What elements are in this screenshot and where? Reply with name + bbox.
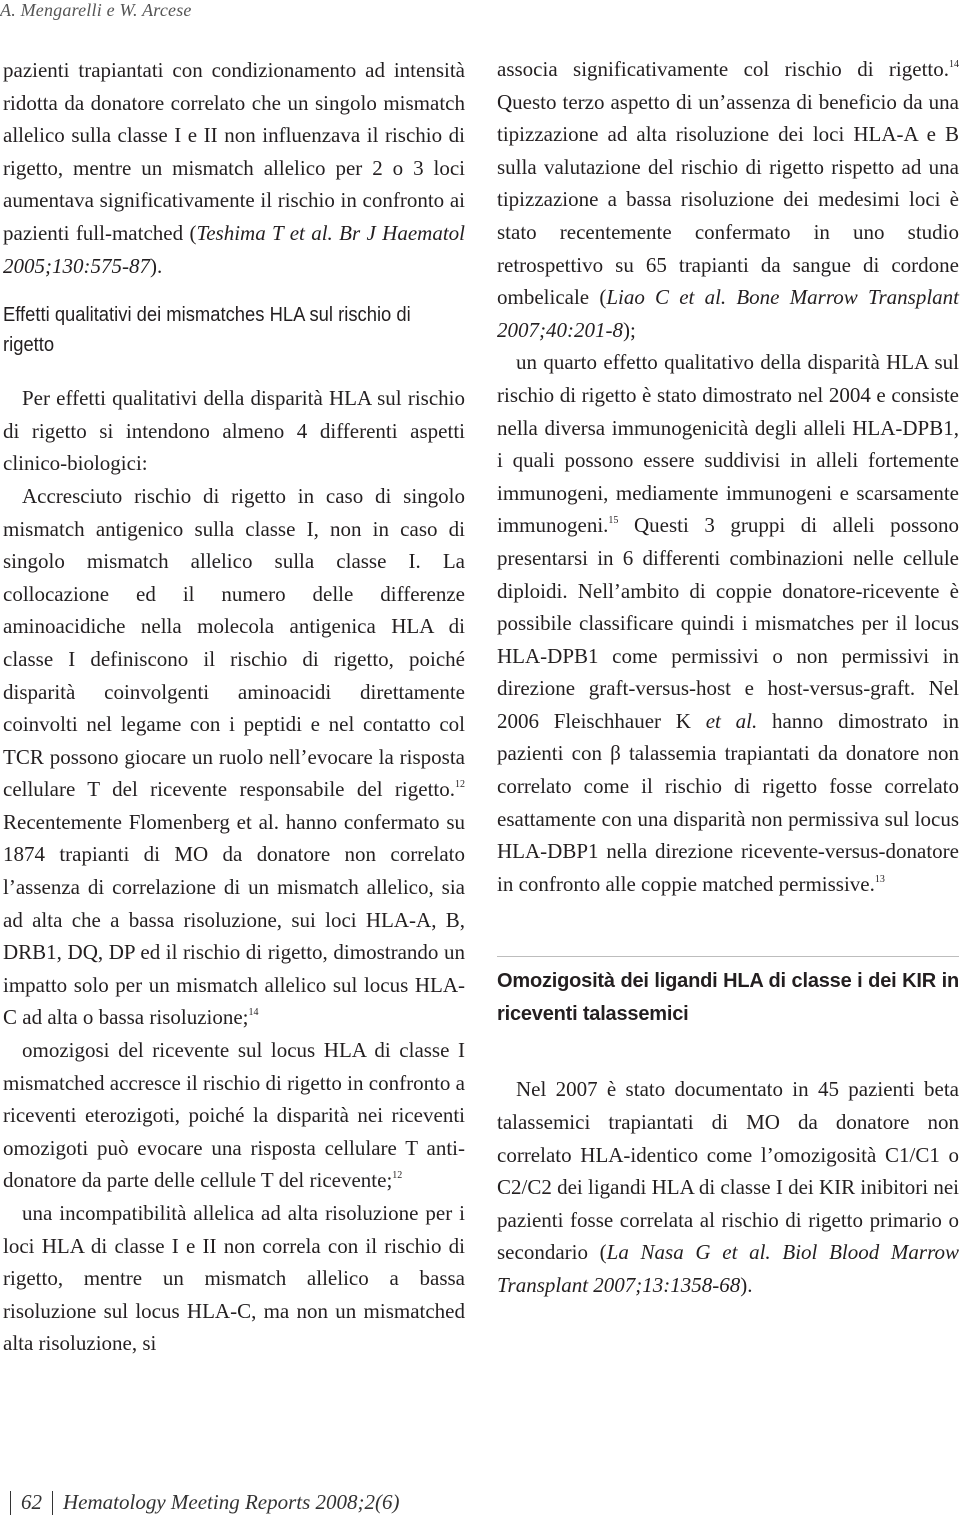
- left-column: [3, 54, 465, 1360]
- section-divider: [497, 956, 959, 1031]
- reference-superscript: 14: [248, 1007, 259, 1019]
- divider: [10, 1491, 11, 1515]
- paragraph: Per effetti qualitativi della disparità HLA sul rischio di rigetto si intendono almeno 4 differenti aspetti clinico-biologici:: [3, 386, 465, 476]
- paragraph: una incompatibilità allelica ad alta risoluzione per i loci HLA di classe I e II non correla con il rischio di rigetto, mentre un mismatch allelico a bassa risoluzione sul locus HLA-C, ma non un mismatched alta risoluzione, si: [3, 1201, 465, 1356]
- running-header: A. Mengarelli e W. Arcese: [0, 0, 192, 20]
- journal-reference: Hematology Meeting Reports 2008;2(6): [63, 1490, 400, 1514]
- reference-superscript: 15: [608, 515, 619, 527]
- citation: La Nasa G et al. Biol Blood Marrow Transplant 2007;13:1358-68: [497, 1240, 959, 1297]
- right-column: [497, 53, 959, 1302]
- divider: [52, 1491, 53, 1515]
- reference-superscript: 12: [455, 779, 465, 791]
- section-heading: Omozigosità dei ligandi HLA di classe i dei KIR in riceventi talassemici: [497, 970, 959, 1026]
- section-heading: Effetti qualitativi dei mismatches HLA sul rischio di rigetto: [3, 304, 411, 357]
- paragraph: Accresciuto rischio di rigetto in caso di singolo mismatch antigenico sulla classe I, non in caso di singolo mismatch allelico sulla classe I. La collocazione ed il numero delle differenze aminoacidiche nella molecola antigenica HLA di classe I definiscono il rischio di rigetto, poiché disparità coinvolgenti aminoacidi direttamente coinvolti nel legame con i peptidi e nel contatto col TCR possono giocare un ruolo nell’evocare la risposta cellulare T del ricevente responsabile del rigetto.$^{12}$ Recentemente Flomenberg et al. hanno confermato su 1874 trapianti di MO da donatore non correlato l’assenza di correlazione di un mismatch allelico, sia ad alta che a bassa risoluzione, sui loci HLA-A, B, DRB1, DQ, DP ed il rischio di rigetto, dimostrando un impatto solo per un mismatch allelico sul locus HLA-C ad alta o bassa risoluzione;$^{14}$: [3, 483, 465, 1030]
- paragraph: omozigosi del ricevente sul locus HLA di classe I mismatched accresce il rischio di rigetto in confronto a riceventi eterozigoti, poiché la disparità nei riceventi omozigoti può evocare una risposta cellulare T anti-donatore da parte delle cellule T del ricevente;$^{12}$: [3, 1038, 465, 1193]
- citation: Liao C et al. Bone Marrow Transplant 2007;40:201-8: [497, 285, 959, 342]
- reference-superscript: 14: [949, 59, 959, 70]
- page-footer: [0, 1490, 400, 1515]
- paragraph: Nel 2007 è stato documentato in 45 pazienti beta talassemici trapiantati di MO da donatore non correlato HLA-identico come l’omozigosità C1/C1 o C2/C2 dei ligandi HLA di classe I dei KIR inibitori nei pazienti fosse correlata al rischio di rigetto primario o secondario (La Nasa G et al. Biol Blood Marrow Transplant 2007;13:1358-68).: [497, 1077, 959, 1297]
- reference-superscript: 13: [874, 873, 885, 885]
- page-number: 62: [21, 1490, 42, 1514]
- citation: Teshima T et al. Br J Haematol 2005;130:575-87: [3, 220, 465, 278]
- reference-superscript: 12: [392, 1170, 403, 1182]
- paragraph: associa significativamente col rischio di rigetto.$^{14}$ Questo terzo aspetto di un’assenza di beneficio da una tipizzazione ad alta risoluzione dei loci HLA-A e B sulla valutazione del rischio di rigetto rispetto ad una tipizzazione a bassa risoluzione dei medesimi loci è stato recentemente confermato in uno studio retrospettivo su 65 trapianti da sangue di cordone ombelicale (Liao C et al. Bone Marrow Transplant 2007;40:201-8);: [497, 57, 959, 342]
- paragraph: pazienti trapiantati con condizionamento ad intensità ridotta da donatore correlato che un singolo mismatch allelico sulla classe I e II non influenzava il rischio di rigetto, mentre un mismatch allelico per 2 o 3 loci aumentava significativamente il rischio in confronto ai pazienti full-matched (Teshima T et al. Br J Haematol 2005;130:575-87).: [3, 58, 465, 278]
- paragraph: un quarto effetto qualitativo della disparità HLA sul rischio di rigetto è stato dimostrato nel 2004 e consiste nella diversa immunogenicità degli alleli HLA-DPB1, i quali possono essere suddivisi in alleli fortemente immunogeni, mediamente immunogeni e scarsamente immunogeni.$^{15}$ Questi 3 gruppi di alleli possono presentarsi in 6 differenti combinazioni nelle cellule diploidi. Nell’ambito di coppie donatore-ricevente è possibile classificare quindi i mismatches per il locus HLA-DPB1 come permissivi o non permissivi in direzione graft-versus-host e host-versus-graft. Nel 2006 Fleischhauer K et al. hanno dimostrato in pazienti con β talassemia trapiantati da donatore non correlato come il rischio di rigetto fosse correlato esattamente con una disparità non permissiva sul locus HLA-DBP1 nella direzione ricevente-versus-donatore in confronto alle coppie matched permissive.$^{13}$: [497, 350, 959, 896]
